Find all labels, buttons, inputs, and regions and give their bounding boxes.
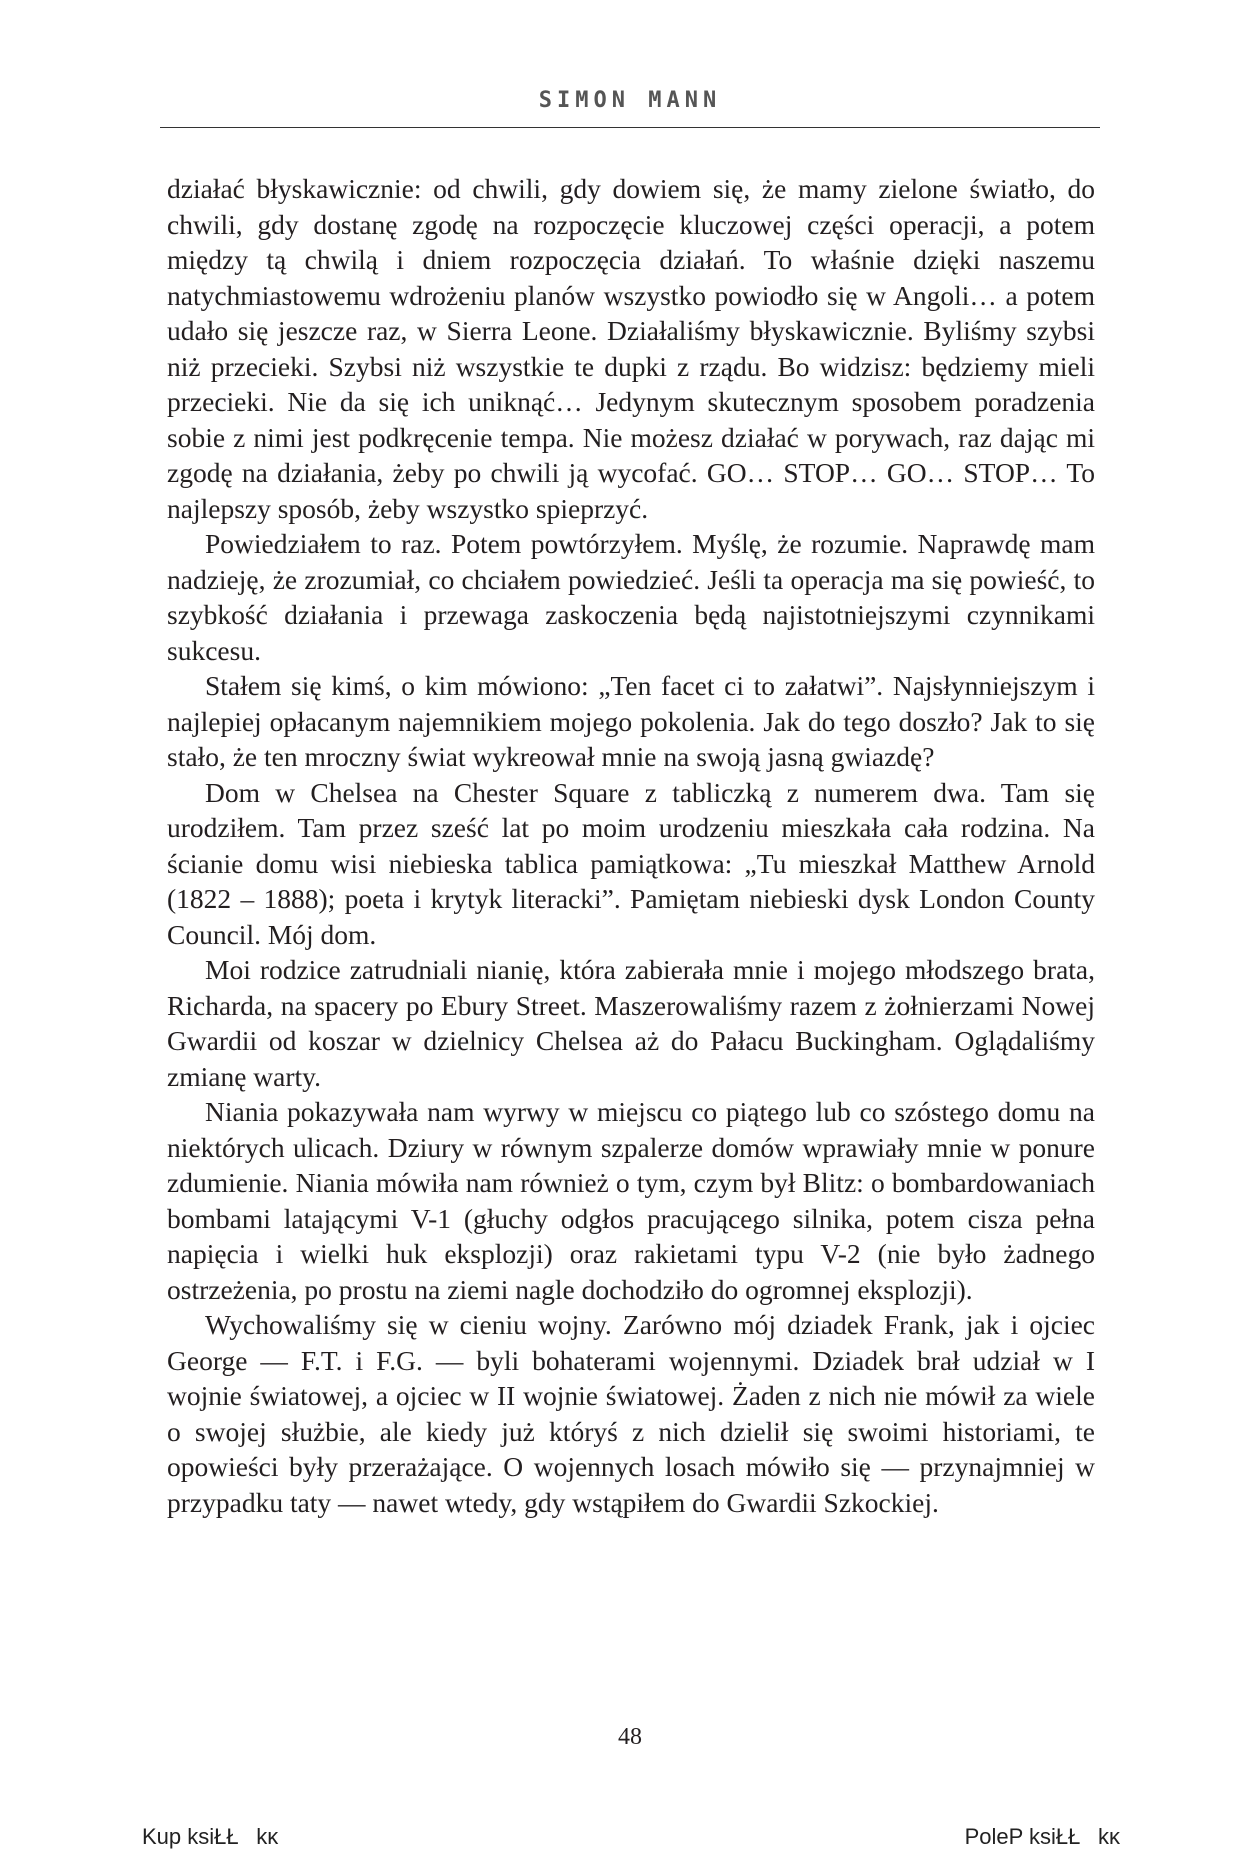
header-divider <box>160 127 1100 128</box>
paragraph: Stałem się kimś, o kim mówiono: „Ten facet ci to załatwi”. Najsłynniejszym i najlepiej opłacanym najemnikiem mojego pokolenia. Jak do tego doszło? Jak to się stało, że ten mroczny świat wykreował mnie na swoją jasną gwiazdę? <box>167 670 1095 772</box>
paragraph: Niania pokazywała nam wyrwy w miejscu co piątego lub co szóstego domu na niektórych ulicach. Dziury w równym szpalerze domów wprawiały mnie w ponure zdumienie. Niania mówiła nam również o tym, czym był Blitz: o bombardowaniach bombami latającymi V-1 (głuchy odgłos pracującego silnika, potem cisza pełna napięcia i wielki huk eksplozji) oraz rakietami typu V-2 (nie było żadnego ostrzeżenia, po prostu na ziemi nagle dochodziło do ogromnej eksplozji). <box>167 1096 1095 1305</box>
buy-book-link[interactable]: Kup ksiŁŁkĸ <box>142 1824 279 1849</box>
running-head: SIMON MANN <box>538 88 722 113</box>
body-text <box>167 171 1095 1520</box>
paragraph: Moi rodzice zatrudniali nianię, która zabierała mnie i mojego młodszego brata, Richarda, na spacery po Ebury Street. Maszerowaliśmy razem z żołnierzami Nowej Gwardii od koszar w dzielnicy Chelsea aż do Pałacu Buckingham. Oglądaliśmy zmianę warty. <box>167 954 1095 1092</box>
recommend-book-link[interactable]: PoleP ksiŁŁkĸ <box>964 1824 1120 1849</box>
page-number: 48 <box>618 1724 642 1750</box>
paragraph: działać błyskawicznie: od chwili, gdy dowiem się, że mamy zielone światło, do chwili, gdy dostanę zgodę na rozpoczęcie kluczowej części operacji, a potem między tą chwilą i dniem rozpoczęcia działań. To właśnie dzięki naszemu natychmiastowemu wdrożeniu planów wszystko powiodło się w Angoli… a potem udało się jeszcze raz, w Sierra Leone. Działaliśmy błyskawicznie. Byliśmy szybsi niż przecieki. Szybsi niż wszystkie te dupki z rządu. Bo widzisz: będziemy mieli przecieki. Nie da się ich uniknąć… Jedynym skutecznym sposobem poradzenia sobie z nimi jest podkręcenie tempa. Nie możesz działać w porywach, raz dając mi zgodę na działania, żeby po chwili ją wycofać. GO… STOP… GO… STOP… To najlepszy sposób, żeby wszystko spieprzyć. <box>167 173 1095 524</box>
paragraph: Powiedziałem to raz. Potem powtórzyłem. Myślę, że rozumie. Naprawdę mam nadzieję, że zrozumiał, co chciałem powiedzieć. Jeśli ta operacja ma się powieść, to szybkość działania i przewaga zaskoczenia będą najistotniejszymi czynnikami sukcesu. <box>167 528 1095 666</box>
paragraph: Wychowaliśmy się w cieniu wojny. Zarówno mój dziadek Frank, jak i ojciec George — F.T. i F.G. — byli bohaterami wojennymi. Dziadek brał udział w I wojnie światowej, a ojciec w II wojnie światowej. Żaden z nich nie mówił za wiele o swojej służbie, ale kiedy już któryś z nich dzielił się swoimi historiami, te opowieści były przerażające. O wojennych losach mówiło się — przynajmniej w przypadku taty — nawet wtedy, gdy wstąpiłem do Gwardii Szkockiej. <box>167 1309 1095 1518</box>
paragraph: Dom w Chelsea na Chester Square z tabliczką z numerem dwa. Tam się urodziłem. Tam przez sześć lat po moim urodzeniu mieszkała cała rodzina. Na ścianie domu wisi niebieska tablica pamiątkowa: „Tu mieszkał Matthew Arnold (1822 – 1888); poeta i krytyk literacki”. Pamiętam niebieski dysk London County Council. Mój dom. <box>167 776 1095 950</box>
